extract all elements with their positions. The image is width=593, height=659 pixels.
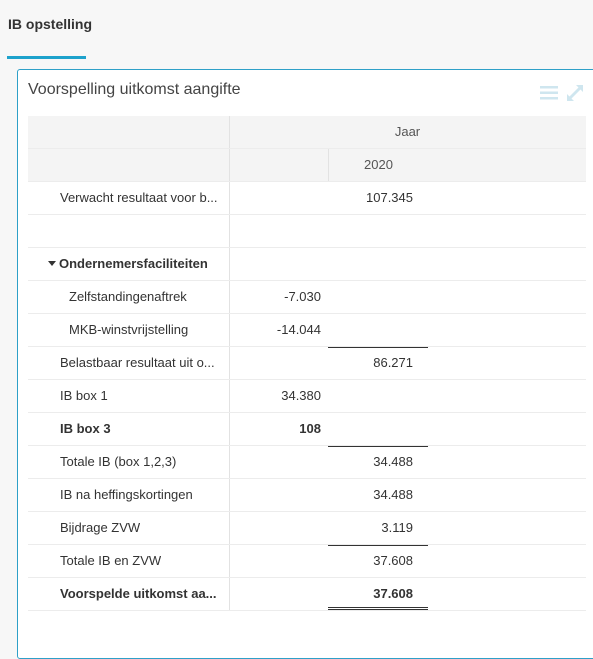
table-row: [28, 314, 586, 347]
row-label: Totale IB (box 1,2,3): [60, 454, 177, 469]
row-value-total: 107.345: [366, 190, 413, 205]
group-label: Ondernemersfaciliteiten: [59, 256, 208, 271]
row-label: Verwacht resultaat voor b...: [60, 190, 218, 205]
result-table: [28, 116, 586, 611]
row-label: Bijdrage ZVW: [60, 520, 141, 535]
row-value-total: 37.608: [373, 586, 413, 601]
header-label-cell: [28, 149, 230, 181]
header-year-2020: 2020: [328, 149, 428, 181]
table-row: [28, 446, 586, 479]
table-row: [28, 182, 586, 215]
menu-icon[interactable]: [539, 83, 559, 103]
row-label: Voorspelde uitkomst aa...: [60, 586, 217, 601]
row-value: -7.030: [284, 289, 321, 304]
row-value: 108: [299, 421, 321, 436]
row-label: IB box 3: [60, 421, 111, 436]
tab-ib-opstelling[interactable]: IB opstelling: [8, 16, 92, 32]
table-row: [28, 380, 586, 413]
table-header-group: [28, 116, 586, 149]
row-label: IB na heffingskortingen: [60, 487, 193, 502]
table-row: [28, 545, 586, 578]
table-row: [28, 479, 586, 512]
table-row-final: [28, 578, 586, 611]
row-label: IB box 1: [60, 388, 108, 403]
row-value-total: 34.488: [373, 487, 413, 502]
panel-title: Voorspelling uitkomst aangifte: [28, 81, 241, 98]
table-header-year: [28, 149, 586, 182]
tab-bar: [0, 0, 593, 60]
table-row: [28, 413, 586, 446]
table-row: [28, 281, 586, 314]
expand-icon[interactable]: [565, 83, 585, 103]
header-label-cell: [28, 116, 230, 148]
row-label: Totale IB en ZVW: [60, 553, 162, 568]
double-underline: [328, 607, 428, 610]
row-value: -14.044: [276, 322, 321, 337]
row-label: MKB-winstvrijstelling: [69, 322, 189, 337]
row-value-total: 34.488: [373, 454, 413, 469]
table-row: [28, 347, 586, 380]
caret-down-icon[interactable]: [48, 261, 56, 266]
row-value-total: 37.608: [373, 553, 413, 568]
row-value-total: 86.271: [373, 355, 413, 370]
forecast-panel: [17, 69, 593, 659]
row-value-total: 3.119: [381, 520, 413, 535]
row-label: Belastbaar resultaat uit o...: [60, 355, 215, 370]
row-value: 34.380: [281, 388, 321, 403]
table-row-group[interactable]: [28, 248, 586, 281]
table-row-empty: [28, 215, 586, 248]
active-tab-indicator: [7, 56, 86, 59]
row-label: Zelfstandingenaftrek: [69, 289, 187, 304]
header-jaar: Jaar: [394, 124, 421, 139]
table-row: [28, 512, 586, 545]
